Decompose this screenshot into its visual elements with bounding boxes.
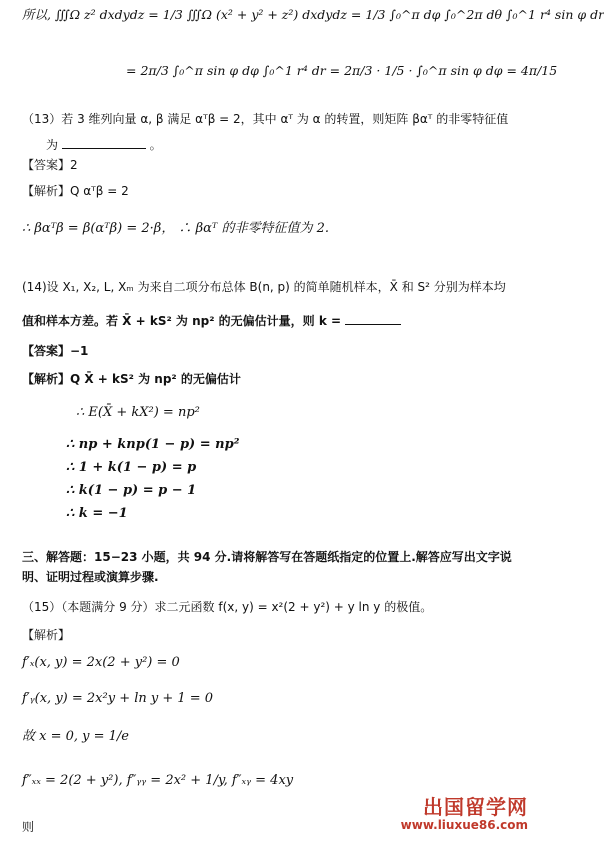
solution-14-step-2: ∴ np + knp(1 − p) = np² [66, 437, 240, 452]
solution-13-line-1: 【解析】Q αᵀβ = 2 [22, 184, 129, 198]
logo-url: www.liuxue86.com [400, 818, 528, 832]
question-14-text: 值和样本方差。若 X̄ + kS² 为 np² 的无偏估计量，则 k = [22, 314, 342, 328]
solution-14-line-1: 【解析】Q X̄ + kS² 为 np² 的无偏估计 [22, 372, 241, 386]
partial-x-equation: f′ₓ(x, y) = 2x(2 + y²) = 0 [22, 655, 180, 670]
solution-14-step-4: ∴ k(1 − p) = p − 1 [66, 483, 197, 498]
question-13-line-1: （13）若 3 维列向量 α, β 满足 αᵀβ = 2，其中 αᵀ 为 α 的转置，则矩阵 βαᵀ 的非零特征值 [22, 112, 509, 126]
second-derivatives: f″ₓₓ = 2(2 + y²), f″ᵧᵧ = 2x² + 1/y, f″ₓᵧ = 4xy [22, 773, 294, 788]
solution-14-step-3: ∴ 1 + k(1 − p) = p [66, 460, 197, 475]
solution-13-line-2: ∴ βαᵀβ = β(αᵀβ) = 2·β， ∴ βαᵀ 的非零特征值为 2. [22, 221, 330, 236]
formula-line-2: = 2π/3 ∫₀^π sin φ dφ ∫₀^1 r⁴ dr = 2π/3 · 1/5 · ∫₀^π sin φ dφ = 4π/15 [126, 63, 558, 78]
question-15: （15）（本题满分 9 分）求二元函数 f(x, y) = x²(2 + y²) + y ln y 的极值。 [22, 600, 433, 614]
logo-text: 出国留学网 [423, 795, 528, 819]
section-3-heading-line-1: 三、解答题：15−23 小题，共 94 分.请将解答写在答题纸指定的位置上.解答应写出文字说 [22, 550, 512, 564]
question-13-suffix: 。 [149, 138, 162, 152]
formula-line-1: 所以, ∭Ω z² dxdydz = 1/3 ∭Ω (x² + y² + z²) dxdydz = 1/3 ∫₀^π dφ ∫₀^2π dθ ∫₀^1 r⁴ sin φ dr [22, 7, 604, 22]
question-13-line-2 [46, 136, 162, 154]
section-3-heading-line-2: 明、证明过程或演算步骤. [22, 570, 159, 584]
answer-14: 【答案】−1 [22, 344, 89, 358]
partial-y-equation: f′ᵧ(x, y) = 2x²y + ln y + 1 = 0 [22, 691, 214, 706]
question-14-line-1: (14)设 X₁, X₂, L, Xₘ 为来自二项分布总体 B(n, p) 的简单随机样本，X̄ 和 S² 分别为样本均 [22, 280, 506, 294]
site-logo [398, 796, 528, 836]
question-14-line-2 [22, 312, 401, 330]
answer-blank-14 [345, 312, 401, 325]
answer-blank-13 [62, 136, 146, 149]
critical-point: 故 x = 0, y = 1/e [22, 729, 130, 744]
then-label: 则 [22, 820, 35, 834]
solution-15-label: 【解析】 [22, 628, 71, 642]
answer-13: 【答案】2 [22, 158, 78, 172]
solution-14-step-5: ∴ k = −1 [66, 506, 128, 521]
solution-14-step-1: ∴ E(X̄ + kX²) = np² [76, 405, 200, 420]
question-13-prefix: 为 [46, 138, 59, 152]
